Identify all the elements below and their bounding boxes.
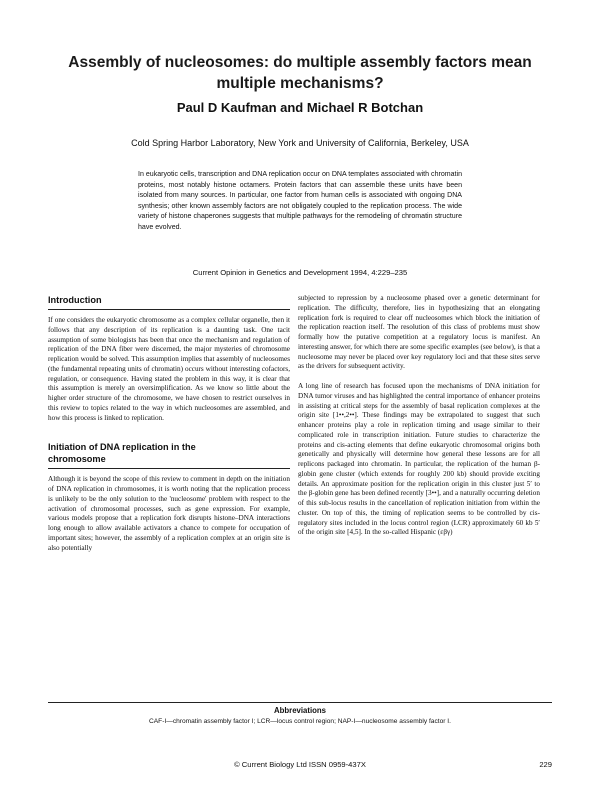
page-number: 229	[539, 760, 552, 769]
section-heading-introduction: Introduction	[48, 295, 102, 305]
author-affiliation: Cold Spring Harbor Laboratory, New York and University of California, Berkeley, USA	[131, 138, 469, 148]
right-paragraph-2: A long line of research has focused upon the mechanisms of DNA initiation for DNA tumor viruses and has highlighted the central importance of enhancer proteins in assisting at critical steps for the assembly of basal replication complexes at the origin site [1••,2••]. These findings may be extrapolated to suggest that such enhancer proteins play a role in replication timing and usage similar to their complicated role in transcription initiation. Future studies to characterize the proteins and cis-acting elements that define eukaryotic chromosomal origins both genetically and physically will determine how general these lessons are for all replicons packaged into chromatin. In particular, the replication of the human β-globin gene cluster (which extends for roughly 200 kb) should provide exciting details. An approximate position for the replication origin in this cluster just 5′ to the β-globin gene has been defined recently [3••], and a naturally occurring deletion of this sub-locus results in the cancellation of replication initiation from within the cluster. On top of this, the timing of replication seems to be controlled by cis-regulatory sites included in the locus control region (LCR) approximately 60 kb 5′ of the origin site [4,5]. In the so-called Hispanic (εβγ)	[298, 382, 540, 537]
introduction-paragraph: If one considers the eukaryotic chromosome as a complex cellular organelle, then it follows that any description of its replication is a daunting task. One tacit assumption of some biologists has been that once the mechanism and regulation of replication of the DNA fiber were discerned, the major mysteries of chromosome replication would be solved. This assumption implies that assembly of nucleosomes (the fundamental repeating units of chromatin) occurs without interesting cofactors, regulation, or consequence. Having stated the problem in this way, it is clear that this assumption is merely an oversimplification. As we know so little about the higher order structure of the chromosome, we have chosen to restrict ourselves in this review to topics related to the way in which nucleosomes are assembled, and how this process is linked to replication.	[48, 316, 290, 422]
article-authors: Paul D Kaufman and Michael R Botchan	[176, 100, 424, 115]
left-column	[48, 294, 290, 553]
abbreviations-text: CAF-I—chromatin assembly factor I; LCR—locus control region; NAP-I—nucleosome assembly factor I.	[149, 718, 451, 725]
article-title: Assembly of nucleosomes: do multiple assembly factors mean multiple mechanisms?	[68, 54, 532, 92]
initiation-paragraph: Although it is beyond the scope of this review to comment in depth on the initiation of DNA replication in chromosomes, it is worth noting that the replication process is unlikely to be the only solution to the 'nucleosome' problem with respect to the activation of chromosomal processes, such as gene expression. For example, various models propose that a replication fork disrupts histone–DNA interactions long enough to allow available activators a chance to compete for occupation of important sites; however, the assembly of a replication complex at an origin site is also potentially	[48, 475, 290, 552]
section-rule	[48, 309, 290, 310]
abbreviations-rule	[48, 702, 552, 703]
right-column	[298, 294, 540, 538]
section-rule	[48, 468, 290, 469]
section-spacer	[48, 423, 290, 441]
section-heading-initiation	[48, 441, 290, 465]
publisher-footer: © Current Biology Ltd ISSN 0959-437X	[234, 760, 366, 769]
abstract: In eukaryotic cells, transcription and DNA replication occur on DNA templates associated with chromatin proteins, most notably histone octamers. Protein factors that can assemble these units have been isolated from many sources. In particular, one factor from human cells is associated with ongoing DNA synthesis; other known assembly factors are not obligately coupled to the replication process. The wide variety of histone chaperones suggests that multiple pathways for the remodeling of chromatin structure have evolved.	[138, 171, 462, 231]
paragraph-spacer	[298, 372, 540, 382]
section-heading-initiation-line2: chromosome	[48, 454, 106, 465]
right-paragraph-1: subjected to repression by a nucleosome phased over a genetic determinant for replication. The difficulty, therefore, lies in hypothesizing that an elongating replication fork is required to clear off nucleosomes which block the initiation of the replication reaction itself. The resolution of this class of problems must show formally how the putative competition at a regulatory locus is manifest. An interesting answer, for which there are some specific examples (see below), is that a nucleosome may never be placed over key regulatory loci and that these sites serve as the drivers for subsequent activity.	[298, 294, 540, 371]
abbreviations-heading: Abbreviations	[274, 706, 326, 715]
section-heading-initiation-line1: Initiation of DNA replication in the	[48, 442, 196, 453]
journal-citation: Current Opinion in Genetics and Development 1994, 4:229–235	[192, 268, 408, 277]
